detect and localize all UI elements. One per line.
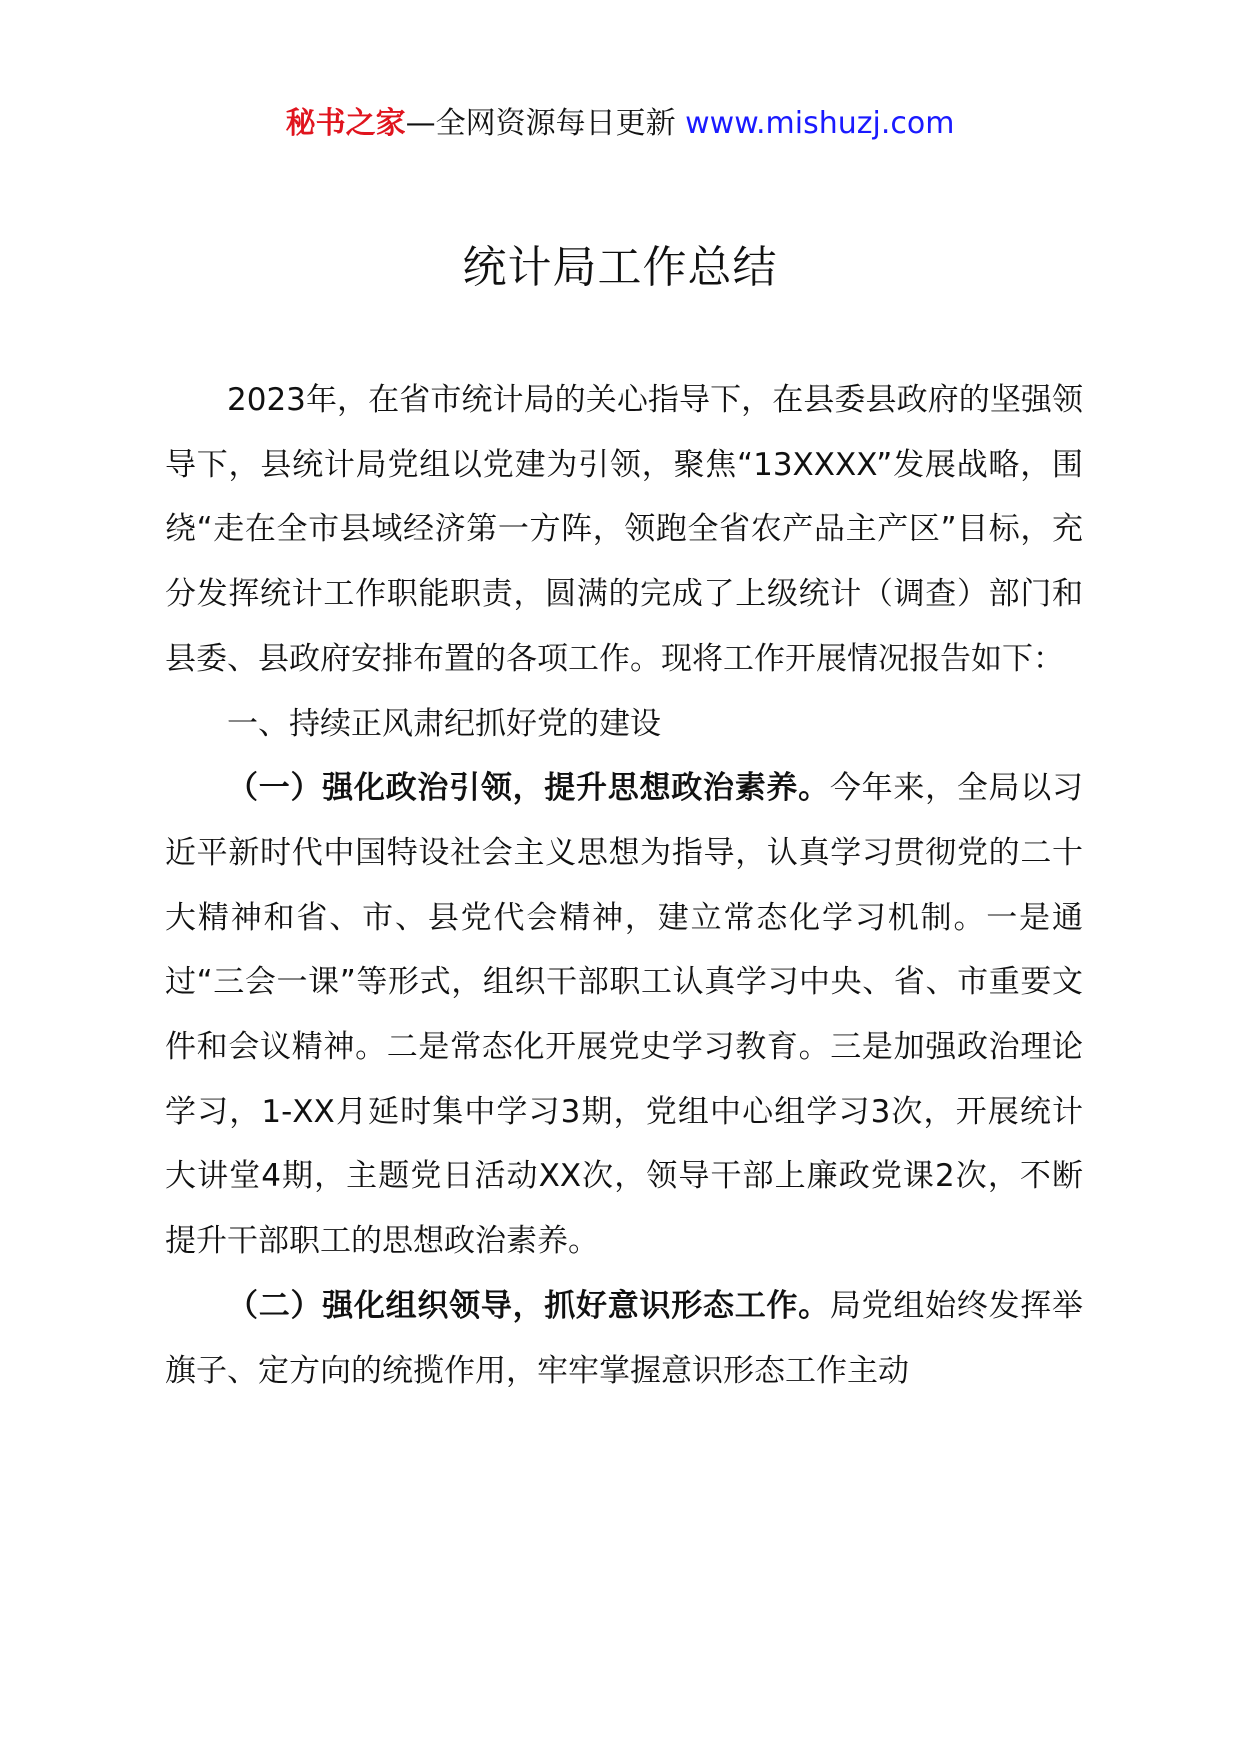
document-body	[165, 368, 1083, 1403]
intro-paragraph: 2023年，在省市统计局的关心指导下，在县委县政府的坚强领导下，县统计局党组以党建为引领，聚焦“13XXXX”发展战略，围绕“走在全市县域经济第一方阵，领跑全省农产品主产区”目标，充分发挥统计工作职能职责，圆满的完成了上级统计（调查）部门和县委、县政府安排布置的各项工作。现将工作开展情况报告如下：	[165, 382, 1083, 677]
banner-url-link[interactable]: www.mishuzj.com	[685, 106, 955, 141]
section-heading-1: 一、持续正风肃纪抓好党的建设	[227, 705, 661, 742]
banner-slogan: —全网资源每日更新	[405, 106, 676, 141]
banner-brand: 秘书之家	[285, 106, 406, 141]
subsection-paragraph-2	[165, 1274, 1083, 1403]
subsection-lead-1: （一）强化政治引领，提升思想政治素养。	[227, 770, 830, 807]
subsection-text-1: 今年来，全局以习近平新时代中国特设社会主义思想为指导，认真学习贯彻党的二十大精神和省、市、县党代会精神，建立常态化学习机制。一是通过“三会一课”等形式，组织干部职工认真学习中央、省、市重要文件和会议精神。二是常态化开展党史学习教育。三是加强政治理论学习，1-XX月延时集中学习3期，党组中心组学习3次，开展统计大讲堂4期，主题党日活动XX次，领导干部上廉政党课2次，不断提升干部职工的思想政治素养。	[165, 770, 1084, 1260]
site-banner	[0, 100, 1240, 148]
subsection-text-2: 局党组始终发挥举旗子、定方向的统揽作用，牢牢掌握意识形态工作主动	[165, 1287, 1084, 1389]
document-title: 统计局工作总结	[462, 242, 778, 293]
subsection-lead-2: （二）强化组织领导，抓好意识形态工作。	[227, 1287, 830, 1324]
subsection-paragraph-1	[165, 756, 1083, 1274]
